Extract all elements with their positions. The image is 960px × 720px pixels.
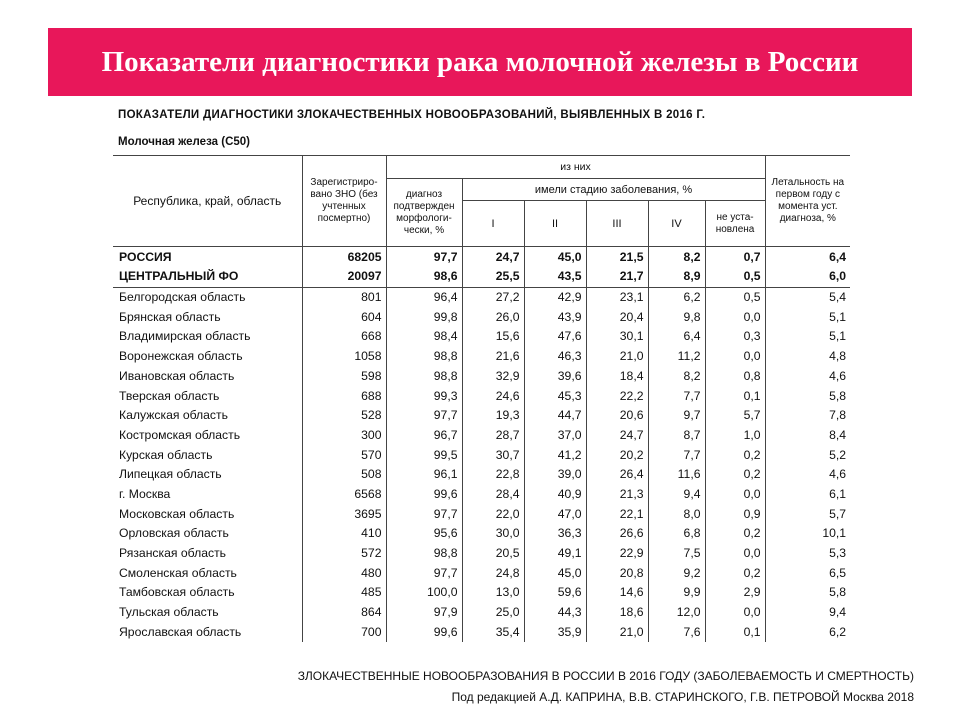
lethality-pct: 5,7 [765,504,850,524]
header-stage-3: III [586,201,648,247]
morphology-pct: 99,5 [386,445,462,465]
header-stage-4: IV [648,201,705,247]
header-of-them: из них [386,156,765,179]
morphology-pct: 99,6 [386,622,462,642]
slide-title: Показатели диагностики рака молочной железы в России [101,45,859,78]
stage-1-pct: 28,7 [462,426,524,446]
header-stage-unset: не уста-новлена [705,201,765,247]
stage-4-pct: 9,8 [648,307,705,327]
registered-count: 508 [302,465,386,485]
stage-3-pct: 22,1 [586,504,648,524]
table-row [113,367,850,387]
lethality-pct: 5,1 [765,307,850,327]
lethality-pct: 4,8 [765,347,850,367]
registered-count: 485 [302,583,386,603]
region-name: Орловская область [119,526,229,541]
stage-2-pct: 45,3 [524,386,586,406]
stage-1-pct: 20,5 [462,544,524,564]
stage-2-pct: 39,6 [524,367,586,387]
morphology-pct: 95,6 [386,524,462,544]
stage-2-pct: 39,0 [524,465,586,485]
stage-2-pct: 45,0 [524,247,586,267]
stage-4-pct: 8,2 [648,367,705,387]
morphology-pct: 96,4 [386,287,462,307]
registered-count: 864 [302,603,386,623]
lethality-pct: 8,4 [765,426,850,446]
stage-2-pct: 44,3 [524,603,586,623]
lethality-pct: 9,4 [765,603,850,623]
region-name: Ярославская область [119,624,242,639]
stage-4-pct: 8,9 [648,267,705,287]
table-row [113,347,850,367]
stage-2-pct: 45,0 [524,563,586,583]
stage-3-pct: 21,0 [586,622,648,642]
table-row [113,544,850,564]
header-lethality: Летальность на первом году с момента уст. диагноза, % [765,156,850,247]
registered-count: 528 [302,406,386,426]
registered-count: 801 [302,287,386,307]
morphology-pct: 98,8 [386,347,462,367]
table-row [113,504,850,524]
stage-4-pct: 9,4 [648,485,705,505]
registered-count: 700 [302,622,386,642]
stage-unset-pct: 0,8 [705,367,765,387]
stage-2-pct: 44,7 [524,406,586,426]
lethality-pct: 6,5 [765,563,850,583]
stage-1-pct: 22,0 [462,504,524,524]
header-stage-2: II [524,201,586,247]
region-name: Смоленская область [119,565,237,580]
stage-2-pct: 42,9 [524,287,586,307]
registered-count: 68205 [302,247,386,267]
region-name: Воронежская область [119,349,243,364]
stage-4-pct: 8,2 [648,247,705,267]
stage-2-pct: 41,2 [524,445,586,465]
stage-unset-pct: 0,1 [705,622,765,642]
stage-unset-pct: 0,0 [705,347,765,367]
stage-3-pct: 26,4 [586,465,648,485]
registered-count: 604 [302,307,386,327]
header-registered: Зарегистриро-вано ЗНО (без учтенных посмертно) [302,156,386,247]
registered-count: 688 [302,386,386,406]
table-row [113,247,850,267]
morphology-pct: 98,6 [386,267,462,287]
table-row [113,622,850,642]
stage-1-pct: 21,6 [462,347,524,367]
morphology-pct: 97,9 [386,603,462,623]
stage-unset-pct: 2,9 [705,583,765,603]
region-name: Рязанская область [119,546,227,561]
lethality-pct: 5,8 [765,583,850,603]
stage-1-pct: 24,8 [462,563,524,583]
registered-count: 480 [302,563,386,583]
stage-unset-pct: 0,0 [705,544,765,564]
stage-unset-pct: 0,7 [705,247,765,267]
stage-unset-pct: 0,9 [705,504,765,524]
registered-count: 300 [302,426,386,446]
stage-1-pct: 22,8 [462,465,524,485]
morphology-pct: 99,6 [386,485,462,505]
table-heading: ПОКАЗАТЕЛИ ДИАГНОСТИКИ ЗЛОКАЧЕСТВЕННЫХ НОВООБРАЗОВАНИЙ, ВЫЯВЛЕННЫХ В 2016 Г. [118,109,706,121]
lethality-pct: 6,1 [765,485,850,505]
morphology-pct: 96,1 [386,465,462,485]
stage-3-pct: 21,7 [586,267,648,287]
stage-unset-pct: 0,2 [705,465,765,485]
stage-2-pct: 46,3 [524,347,586,367]
table-row [113,603,850,623]
table-row [113,445,850,465]
stage-3-pct: 22,2 [586,386,648,406]
registered-count: 570 [302,445,386,465]
stage-unset-pct: 0,2 [705,524,765,544]
stage-1-pct: 32,9 [462,367,524,387]
table-row [113,327,850,347]
registered-count: 572 [302,544,386,564]
stage-4-pct: 8,0 [648,504,705,524]
morphology-pct: 98,8 [386,367,462,387]
stage-1-pct: 15,6 [462,327,524,347]
region-name: Белгородская область [113,287,302,307]
stage-unset-pct: 0,2 [705,563,765,583]
stage-3-pct: 14,6 [586,583,648,603]
table-row [113,426,850,446]
morphology-pct: 98,8 [386,544,462,564]
registered-count: 1058 [302,347,386,367]
lethality-pct: 4,6 [765,367,850,387]
stage-2-pct: 43,9 [524,307,586,327]
region-name: Костромская область [119,427,241,442]
stage-1-pct: 24,6 [462,386,524,406]
lethality-pct: 10,1 [765,524,850,544]
stage-1-pct: 27,2 [462,287,524,307]
stage-3-pct: 23,1 [586,287,648,307]
stage-3-pct: 21,5 [586,247,648,267]
region-name: Владимирская область [119,329,251,344]
lethality-pct: 4,6 [765,465,850,485]
stage-4-pct: 9,7 [648,406,705,426]
lethality-pct: 5,1 [765,327,850,347]
morphology-pct: 98,4 [386,327,462,347]
stage-1-pct: 26,0 [462,307,524,327]
title-banner [48,28,912,96]
region-name: Липецкая область [119,467,222,482]
morphology-pct: 97,7 [386,504,462,524]
table-row [113,524,850,544]
stage-3-pct: 21,0 [586,347,648,367]
table-row [113,563,850,583]
stage-1-pct: 30,0 [462,524,524,544]
table-row [113,267,850,287]
lethality-pct: 6,0 [765,267,850,287]
table-row [113,406,850,426]
registered-count: 668 [302,327,386,347]
table-subheading: Молочная железа (С50) [118,136,250,148]
table-row [113,583,850,603]
stage-1-pct: 25,5 [462,267,524,287]
source-editors: Под редакцией А.Д. КАПРИНА, В.В. СТАРИНСКОГО, Г.В. ПЕТРОВОЙ Москва 2018 [451,690,914,704]
stage-2-pct: 35,9 [524,622,586,642]
stage-4-pct: 6,4 [648,327,705,347]
morphology-pct: 99,3 [386,386,462,406]
stage-4-pct: 8,7 [648,426,705,446]
lethality-pct: 5,8 [765,386,850,406]
stage-4-pct: 7,5 [648,544,705,564]
stage-3-pct: 20,8 [586,563,648,583]
table-row [113,465,850,485]
stage-unset-pct: 0,0 [705,485,765,505]
stage-1-pct: 19,3 [462,406,524,426]
stage-3-pct: 20,4 [586,307,648,327]
table-row [113,485,850,505]
stage-2-pct: 49,1 [524,544,586,564]
region-name: ЦЕНТРАЛЬНЫЙ ФО [119,269,239,284]
source-title: ЗЛОКАЧЕСТВЕННЫЕ НОВООБРАЗОВАНИЯ В РОССИИ В 2016 ГОДУ (ЗАБОЛЕВАЕМОСТЬ И СМЕРТНОСТЬ) [297,669,914,683]
region-name: Тамбовская область [119,585,235,600]
stage-2-pct: 59,6 [524,583,586,603]
stage-4-pct: 9,2 [648,563,705,583]
stage-2-pct: 47,0 [524,504,586,524]
registered-count: 3695 [302,504,386,524]
stage-unset-pct: 5,7 [705,406,765,426]
stage-3-pct: 22,9 [586,544,648,564]
stage-2-pct: 37,0 [524,426,586,446]
stage-3-pct: 21,3 [586,485,648,505]
region-name: Калужская область [119,408,228,423]
table-row [113,386,850,406]
stage-1-pct: 13,0 [462,583,524,603]
stage-unset-pct: 0,3 [705,327,765,347]
stage-1-pct: 28,4 [462,485,524,505]
morphology-pct: 97,7 [386,247,462,267]
stage-2-pct: 47,6 [524,327,586,347]
lethality-pct: 5,4 [765,287,850,307]
stage-1-pct: 35,4 [462,622,524,642]
stage-3-pct: 18,4 [586,367,648,387]
stage-2-pct: 40,9 [524,485,586,505]
stage-unset-pct: 0,2 [705,445,765,465]
region-name: Брянская область [119,309,221,324]
stage-4-pct: 7,6 [648,622,705,642]
stage-2-pct: 43,5 [524,267,586,287]
region-name: г. Москва [119,486,171,501]
morphology-pct: 99,8 [386,307,462,327]
morphology-pct: 97,7 [386,563,462,583]
stage-4-pct: 6,8 [648,524,705,544]
morphology-pct: 100,0 [386,583,462,603]
lethality-pct: 5,2 [765,445,850,465]
stage-2-pct: 36,3 [524,524,586,544]
header-region: Республика, край, область [113,156,302,247]
lethality-pct: 5,3 [765,544,850,564]
table-body [113,247,850,642]
stage-3-pct: 26,6 [586,524,648,544]
registered-count: 410 [302,524,386,544]
stage-unset-pct: 0,5 [705,267,765,287]
morphology-pct: 97,7 [386,406,462,426]
registered-count: 6568 [302,485,386,505]
region-name: Тверская область [119,388,220,403]
stage-3-pct: 20,6 [586,406,648,426]
diagnostics-table [113,155,850,642]
header-morphology: диагноз подтвержден морфологи-чески, % [386,178,462,247]
region-name: РОССИЯ [113,247,302,267]
stage-unset-pct: 0,1 [705,386,765,406]
stage-4-pct: 12,0 [648,603,705,623]
stage-3-pct: 18,6 [586,603,648,623]
stage-1-pct: 30,7 [462,445,524,465]
stage-4-pct: 7,7 [648,445,705,465]
registered-count: 20097 [302,267,386,287]
stage-unset-pct: 0,0 [705,307,765,327]
header-stage-1: I [462,201,524,247]
stage-4-pct: 11,6 [648,465,705,485]
region-name: Ивановская область [119,368,235,383]
stage-3-pct: 24,7 [586,426,648,446]
stage-unset-pct: 1,0 [705,426,765,446]
region-name: Курская область [119,447,213,462]
stage-1-pct: 25,0 [462,603,524,623]
lethality-pct: 6,2 [765,622,850,642]
header-stage: имели стадию заболевания, % [462,178,765,201]
stage-4-pct: 9,9 [648,583,705,603]
table-row [113,287,850,307]
stage-1-pct: 24,7 [462,247,524,267]
lethality-pct: 6,4 [765,247,850,267]
stage-unset-pct: 0,0 [705,603,765,623]
table-row [113,307,850,327]
region-name: Тульская область [119,605,219,620]
lethality-pct: 7,8 [765,406,850,426]
region-name: Московская область [119,506,235,521]
stage-3-pct: 30,1 [586,327,648,347]
stage-4-pct: 11,2 [648,347,705,367]
stage-unset-pct: 0,5 [705,287,765,307]
stage-4-pct: 6,2 [648,287,705,307]
stage-4-pct: 7,7 [648,386,705,406]
stage-3-pct: 20,2 [586,445,648,465]
registered-count: 598 [302,367,386,387]
morphology-pct: 96,7 [386,426,462,446]
